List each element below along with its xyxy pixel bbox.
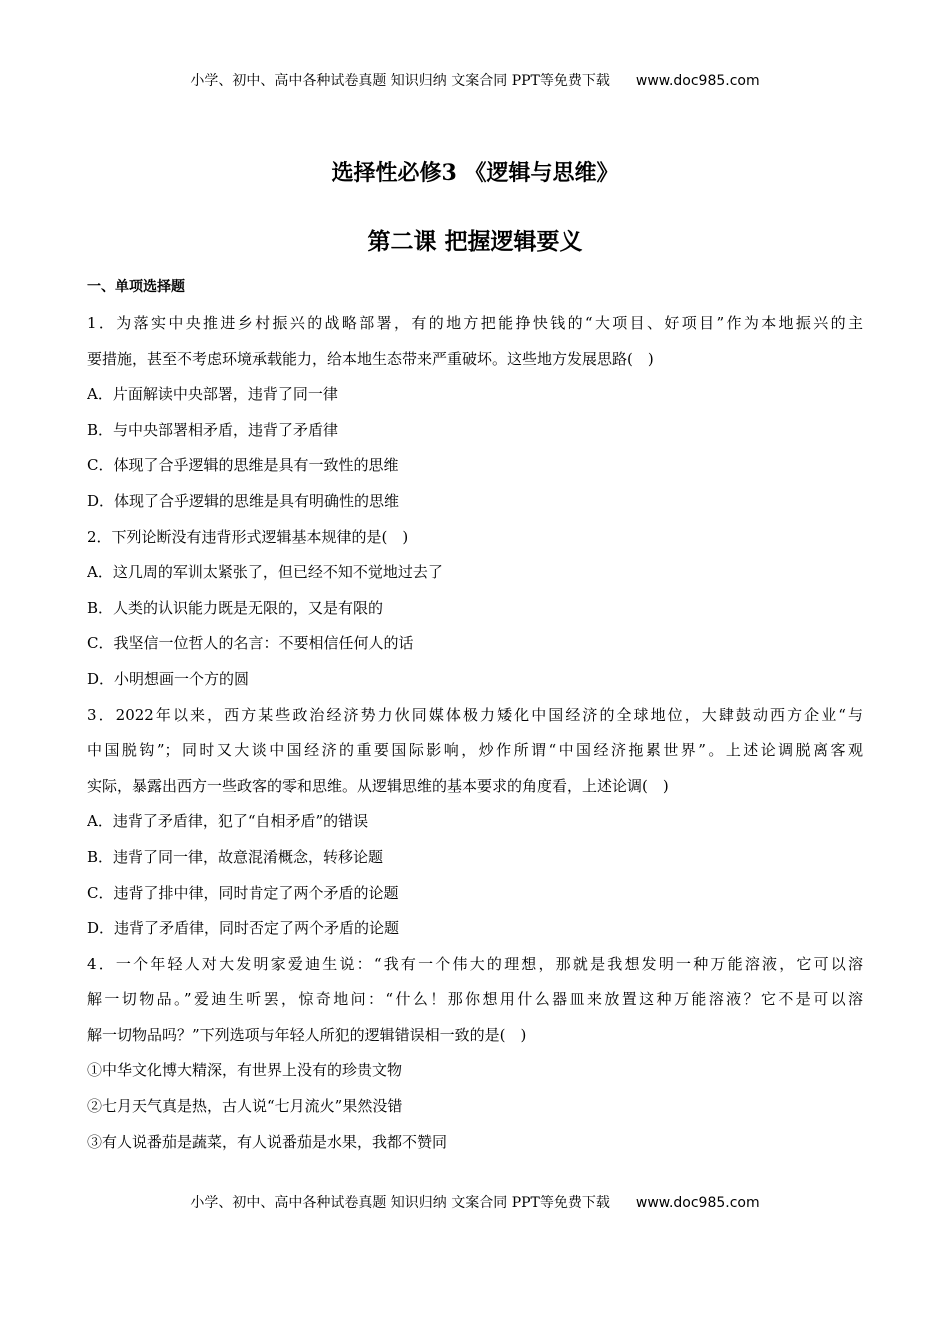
footer-site[interactable]: www.doc985.com — [635, 1195, 760, 1211]
option-c: C．我坚信一位哲人的名言：不要相信任何人的话 — [87, 634, 414, 653]
page-header — [0, 70, 950, 90]
page-title: 选择性必修3 《逻辑与思维》 — [331, 160, 619, 186]
option-d: D．违背了矛盾律，同时否定了两个矛盾的论题 — [87, 919, 400, 938]
section-heading: 一、单项选择题 — [87, 279, 185, 295]
footer-text: 小学、初中、高中各种试卷真题 知识归纳 文案合同 PPT等免费下载 — [190, 1195, 610, 1211]
question-4 — [87, 947, 863, 1161]
page-footer — [0, 1192, 950, 1212]
option-d: D．体现了合乎逻辑的思维是具有明确性的思维 — [87, 491, 400, 510]
question-text — [87, 306, 863, 377]
question-list — [87, 268, 863, 1160]
lesson-title: 第二课 把握逻辑要义 — [367, 228, 583, 255]
question-line: 中国脱钩”；同时又大谈中国经济的重要国际影响，炒作所谓“中国经济拖累世界”。上述论调脱离客观 — [87, 741, 863, 760]
question-2 — [87, 520, 863, 698]
question-line: 实际，暴露出西方一些政客的零和思维。从逻辑思维的基本要求的角度看，上述论调( ) — [87, 776, 669, 795]
statement-2: ②七月天气真是热，古人说“七月流火”果然没错 — [87, 1097, 403, 1116]
question-text — [87, 698, 863, 805]
question-text — [87, 947, 863, 1054]
question-3 — [87, 698, 863, 947]
option-a: A．这几周的军训太紧张了，但已经不知不觉地过去了 — [87, 563, 443, 582]
option-a: A．违背了矛盾律，犯了“自相矛盾”的错误 — [87, 812, 369, 831]
option-b: B．与中央部署相矛盾，违背了矛盾律 — [87, 420, 339, 439]
header-text: 小学、初中、高中各种试卷真题 知识归纳 文案合同 PPT等免费下载 — [190, 73, 610, 89]
question-line: 4．一个年轻人对大发明家爱迪生说：“我有一个伟大的理想，那就是我想发明一种万能溶液，它可以溶 — [87, 954, 863, 973]
option-c: C．体现了合乎逻辑的思维是具有一致性的思维 — [87, 456, 399, 475]
question-line: 1．为落实中央推进乡村振兴的战略部署，有的地方把能挣快钱的“大项目、好项目”作为本地振兴的主 — [87, 314, 863, 332]
question-line: 解一切物品。”爱迪生听罢，惊奇地问：“什么！那你想用什么器皿来放置这种万能溶液？它不是可以溶 — [87, 990, 863, 1009]
statement-1: ①中华文化博大精深，有世界上没有的珍贵文物 — [87, 1061, 403, 1080]
question-line: 要措施，甚至不考虑环境承载能力，给本地生态带来严重破坏。这些地方发展思路( ) — [87, 349, 654, 368]
option-b: B．人类的认识能力既是无限的，又是有限的 — [87, 598, 384, 617]
option-a: A．片面解读中央部署，违背了同一律 — [87, 385, 338, 404]
option-b: B．违背了同一律，故意混淆概念，转移论题 — [87, 847, 384, 866]
option-c: C．违背了排中律，同时肯定了两个矛盾的论题 — [87, 883, 399, 902]
statement-3: ③有人说番茄是蔬菜，有人说番茄是水果，我都不赞同 — [87, 1132, 448, 1151]
question-1 — [87, 306, 863, 520]
option-d: D．小明想画一个方的圆 — [87, 669, 250, 688]
question-text — [87, 520, 863, 556]
question-line: 3．2022年以来，西方某些政治经济势力伙同媒体极力矮化中国经济的全球地位，大肆鼓动西方企业“与 — [87, 705, 863, 724]
question-line: 解一切物品吗？”下列选项与年轻人所犯的逻辑错误相一致的是( ) — [87, 1025, 527, 1044]
question-line: 2．下列论断没有违背形式逻辑基本规律的是( ) — [87, 527, 409, 546]
header-site[interactable]: www.doc985.com — [635, 73, 760, 89]
